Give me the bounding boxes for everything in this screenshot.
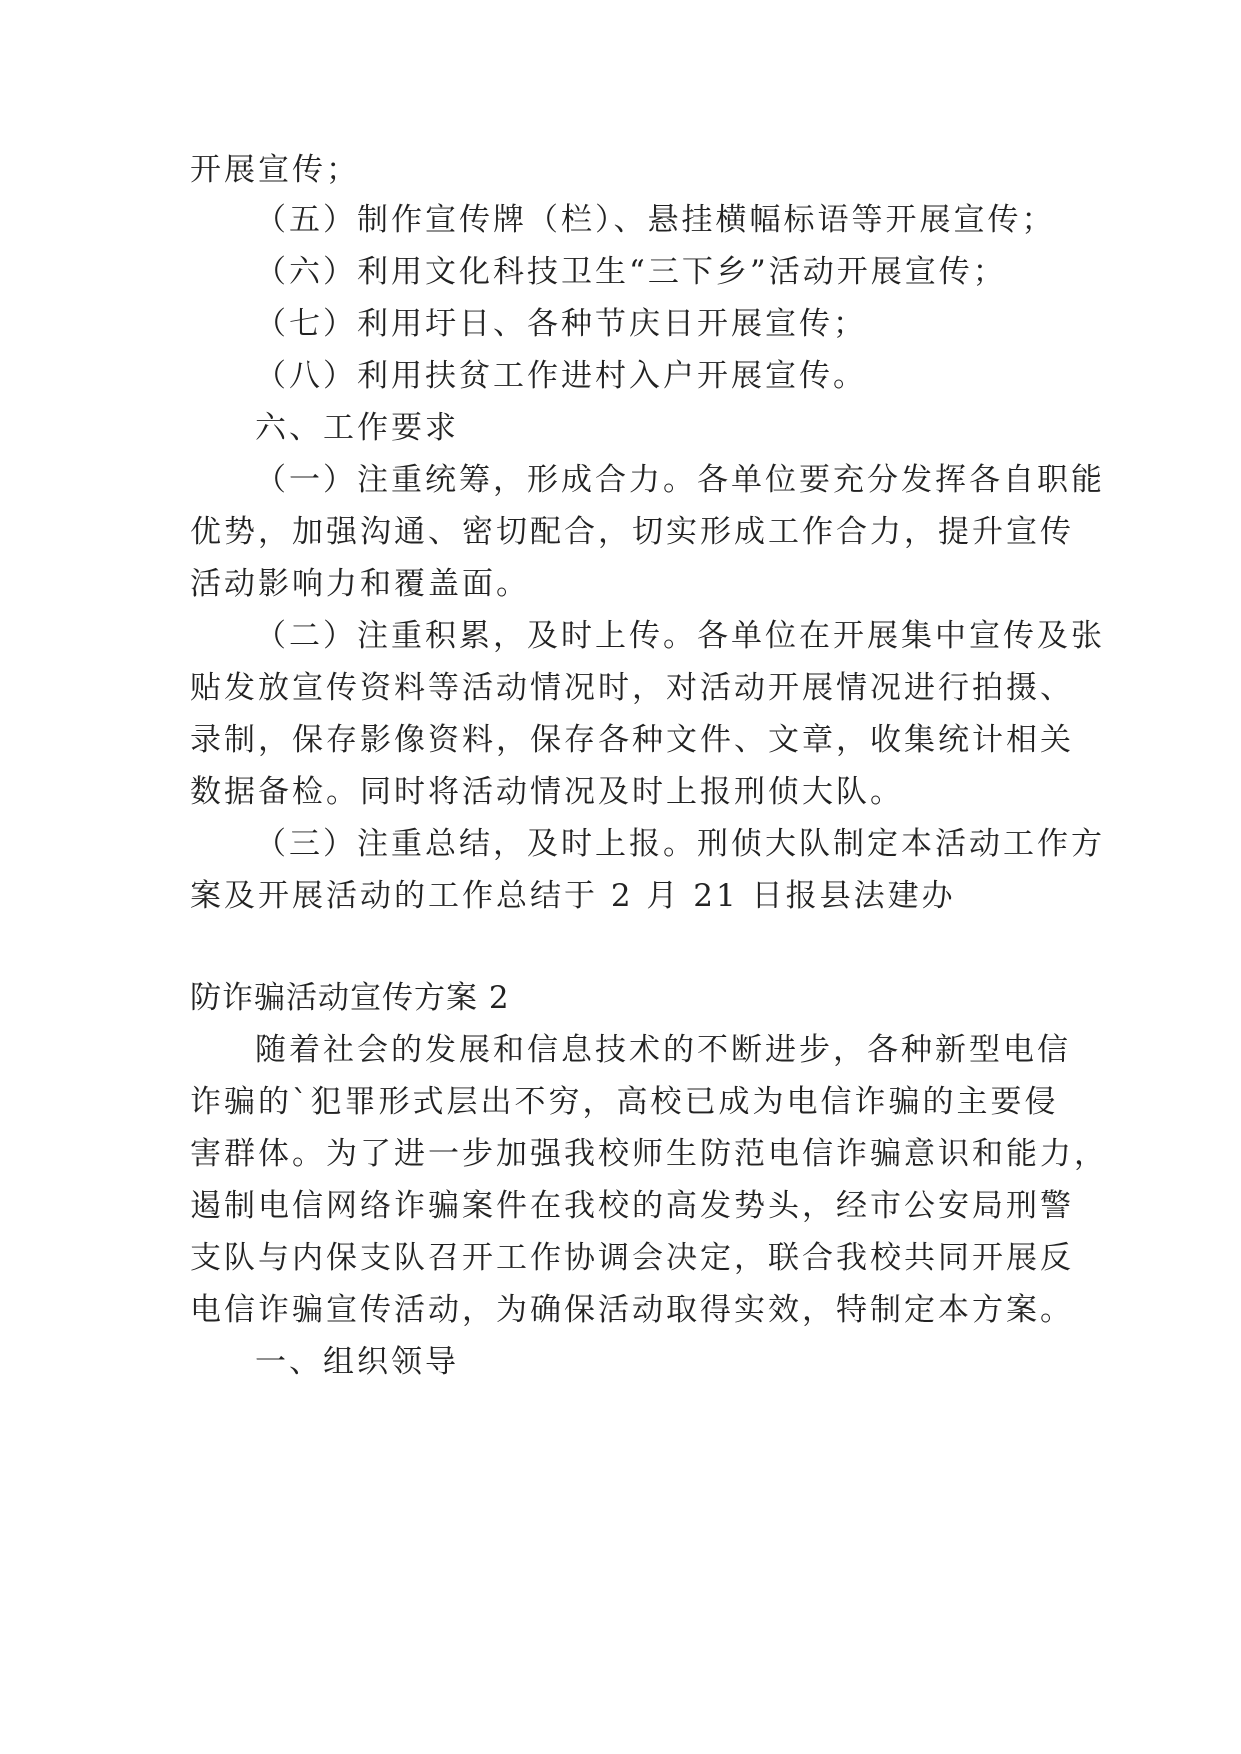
paragraph-line: 随着社会的发展和信息技术的不断进步，各种新型电信	[255, 1032, 1071, 1068]
list-item-seven: （七）利用圩日、各种节庆日开展宣传；	[255, 306, 867, 342]
section-heading-organization: 一、组织领导	[255, 1344, 459, 1380]
paragraph-line: （二）注重积累，及时上传。各单位在开展集中宣传及张	[255, 618, 1105, 654]
paragraph-line: （三）注重总结，及时上报。刑侦大队制定本活动工作方	[255, 826, 1105, 862]
paragraph-line: 遏制电信网络诈骗案件在我校的高发势头，经市公安局刑警	[190, 1188, 1074, 1224]
paragraph-line: 电信诈骗宣传活动，为确保活动取得实效，特制定本方案。	[190, 1292, 1074, 1328]
paragraph-line: （一）注重统筹，形成合力。各单位要充分发挥各自职能	[255, 462, 1105, 498]
paragraph-line: 贴发放宣传资料等活动情况时，对活动开展情况进行拍摄、	[190, 670, 1074, 706]
paragraph-line: 数据备检。同时将活动情况及时上报刑侦大队。	[190, 774, 904, 810]
document-title: 防诈骗活动宣传方案 2	[190, 980, 510, 1016]
paragraph-line: 案及开展活动的工作总结于 2 月 21 日报县法建办	[190, 878, 956, 914]
list-item-eight: （八）利用扶贫工作进村入户开展宣传。	[255, 358, 867, 394]
paragraph-line: 支队与内保支队召开工作协调会决定，联合我校共同开展反	[190, 1240, 1074, 1276]
list-item-five: （五）制作宣传牌（栏）、悬挂横幅标语等开展宣传；	[255, 202, 1056, 238]
paragraph-line: 录制，保存影像资料，保存各种文件、文章，收集统计相关	[190, 722, 1074, 758]
list-item-six: （六）利用文化科技卫生“三下乡”活动开展宣传；	[255, 254, 1007, 290]
section-heading-work-requirements: 六、工作要求	[255, 410, 459, 446]
paragraph-line: 开展宣传；	[190, 152, 360, 188]
paragraph-line: 活动影响力和覆盖面。	[190, 566, 530, 602]
paragraph-line: 害群体。为了进一步加强我校师生防范电信诈骗意识和能力，	[190, 1136, 1108, 1172]
paragraph-line: 诈骗的`犯罪形式层出不穷，高校已成为电信诈骗的主要侵	[190, 1084, 1059, 1120]
paragraph-line: 优势，加强沟通、密切配合，切实形成工作合力，提升宣传	[190, 514, 1074, 550]
